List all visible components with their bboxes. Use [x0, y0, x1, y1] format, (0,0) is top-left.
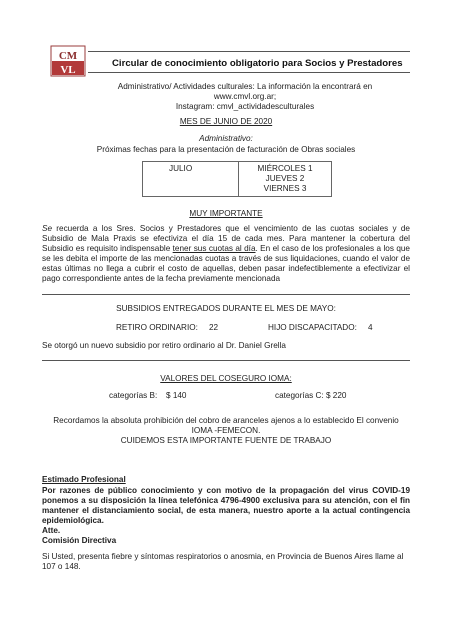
- reminder-line-3: CUIDEMOS ESTA IMPORTANTE FUENTE DE TRABAJO: [120, 436, 332, 445]
- document-title: Circular de conocimiento obligatorio para Socios y Prestadores: [112, 58, 403, 69]
- date-item: JUEVES 2: [265, 174, 305, 183]
- table-cell-days: [239, 162, 332, 197]
- date-item: VIERNES 3: [263, 184, 307, 193]
- closing-signoff: Atte.: [42, 526, 61, 535]
- cmvl-logo: [50, 45, 86, 77]
- paragraph-underlined: tener sus cuotas al día: [172, 244, 256, 253]
- cat-b-value: $ 140: [166, 391, 187, 400]
- info-line-3: Instagram: cmvl_actividadesculturales: [175, 102, 315, 111]
- info-line-1: Administrativo/ Actividades culturales: La información la encontrará en: [117, 82, 373, 91]
- svg-text:CM: CM: [58, 50, 78, 62]
- hijo-label: HIJO DISCAPACITADO:: [268, 323, 357, 332]
- coseguro-heading: VALORES DEL COSEGURO IOMA:: [160, 374, 292, 383]
- closing-salutation: Estimado Profesional: [42, 475, 126, 484]
- info-line-2: www.cmvl.org.ar;: [213, 92, 277, 101]
- paragraph-text-2: . En el caso de los profesionales a los que se les debita el importe de las mencionadas cuotas a través de sus liquidaciones, cuando el valor de estas últimas no llega a cubrir el costo de aquellas, deben pasar indefectiblemente a efectivizar el pago correspondiente antes de la fecha previamente mencionada: [42, 244, 410, 283]
- admin-subheading: Próximas fechas para la presentación de facturación de Obras sociales: [96, 145, 356, 154]
- table-row: [143, 162, 332, 197]
- header-divider-bottom: [88, 72, 410, 73]
- symptoms-note: Si Usted, presenta fiebre y síntomas respiratorios o anosmia, en Provincia de Buenos Aires llame al 107 o 148.: [42, 552, 404, 571]
- closing-body: Por razones de público conocimiento y con motivo de la propagación del virus COVID-19 ponemos a su disposición la línea telefónica 4796-4900 exclusiva para su atención, con el fin mantener el distanciamiento social, de esta manera, nuestro aporte a la actual contingencia epidemiológica.: [42, 486, 410, 525]
- header-divider-top: [88, 51, 410, 52]
- table-cell-month: JULIO: [143, 162, 239, 197]
- paragraph-lead: Se: [42, 224, 53, 233]
- paragraph-text-1: recuerda a los Sres. Socios y Prestadores que el vencimiento de las cuotas sociales y de Subsidio de Mala Praxis se efectiviza el día 15 de cada mes. Para mantener la cobertura del Subsidio es requisito indispensable: [42, 224, 410, 253]
- reminder-block: [30, 416, 422, 446]
- important-heading: MUY IMPORTANTE: [189, 209, 263, 218]
- month-heading: MES DE JUNIO DE 2020: [179, 117, 273, 126]
- subsidio-note: Se otorgó un nuevo subsidio por retiro ordinario al Dr. Daniel Grella: [42, 341, 286, 350]
- reminder-line-1: Recordamos la absoluta prohibición del cobro de aranceles ajenos a lo establecido El convenio: [53, 416, 399, 425]
- info-block: [95, 82, 395, 112]
- retiro-value: 22: [209, 323, 219, 332]
- hijo-value: 4: [368, 323, 373, 332]
- svg-text:VL: VL: [60, 64, 76, 76]
- closing-signature: Comisión Directiva: [42, 536, 117, 545]
- cat-c-value: categorías C: $ 220: [275, 391, 347, 400]
- date-item: MIÉRCOLES 1: [257, 164, 313, 173]
- subsidios-heading: SUBSIDIOS ENTREGADOS DURANTE EL MES DE MAYO:: [116, 304, 336, 313]
- section-divider-2: [42, 360, 410, 361]
- admin-heading: Administrativo:: [199, 134, 253, 143]
- reminder-line-2: IOMA -FEMECON.: [191, 426, 261, 435]
- cat-b-label: categorías B:: [109, 391, 158, 400]
- billing-dates-table: [142, 161, 332, 197]
- retiro-label: RETIRO ORDINARIO:: [116, 323, 198, 332]
- section-divider-1: [42, 294, 410, 295]
- important-paragraph: [42, 224, 410, 284]
